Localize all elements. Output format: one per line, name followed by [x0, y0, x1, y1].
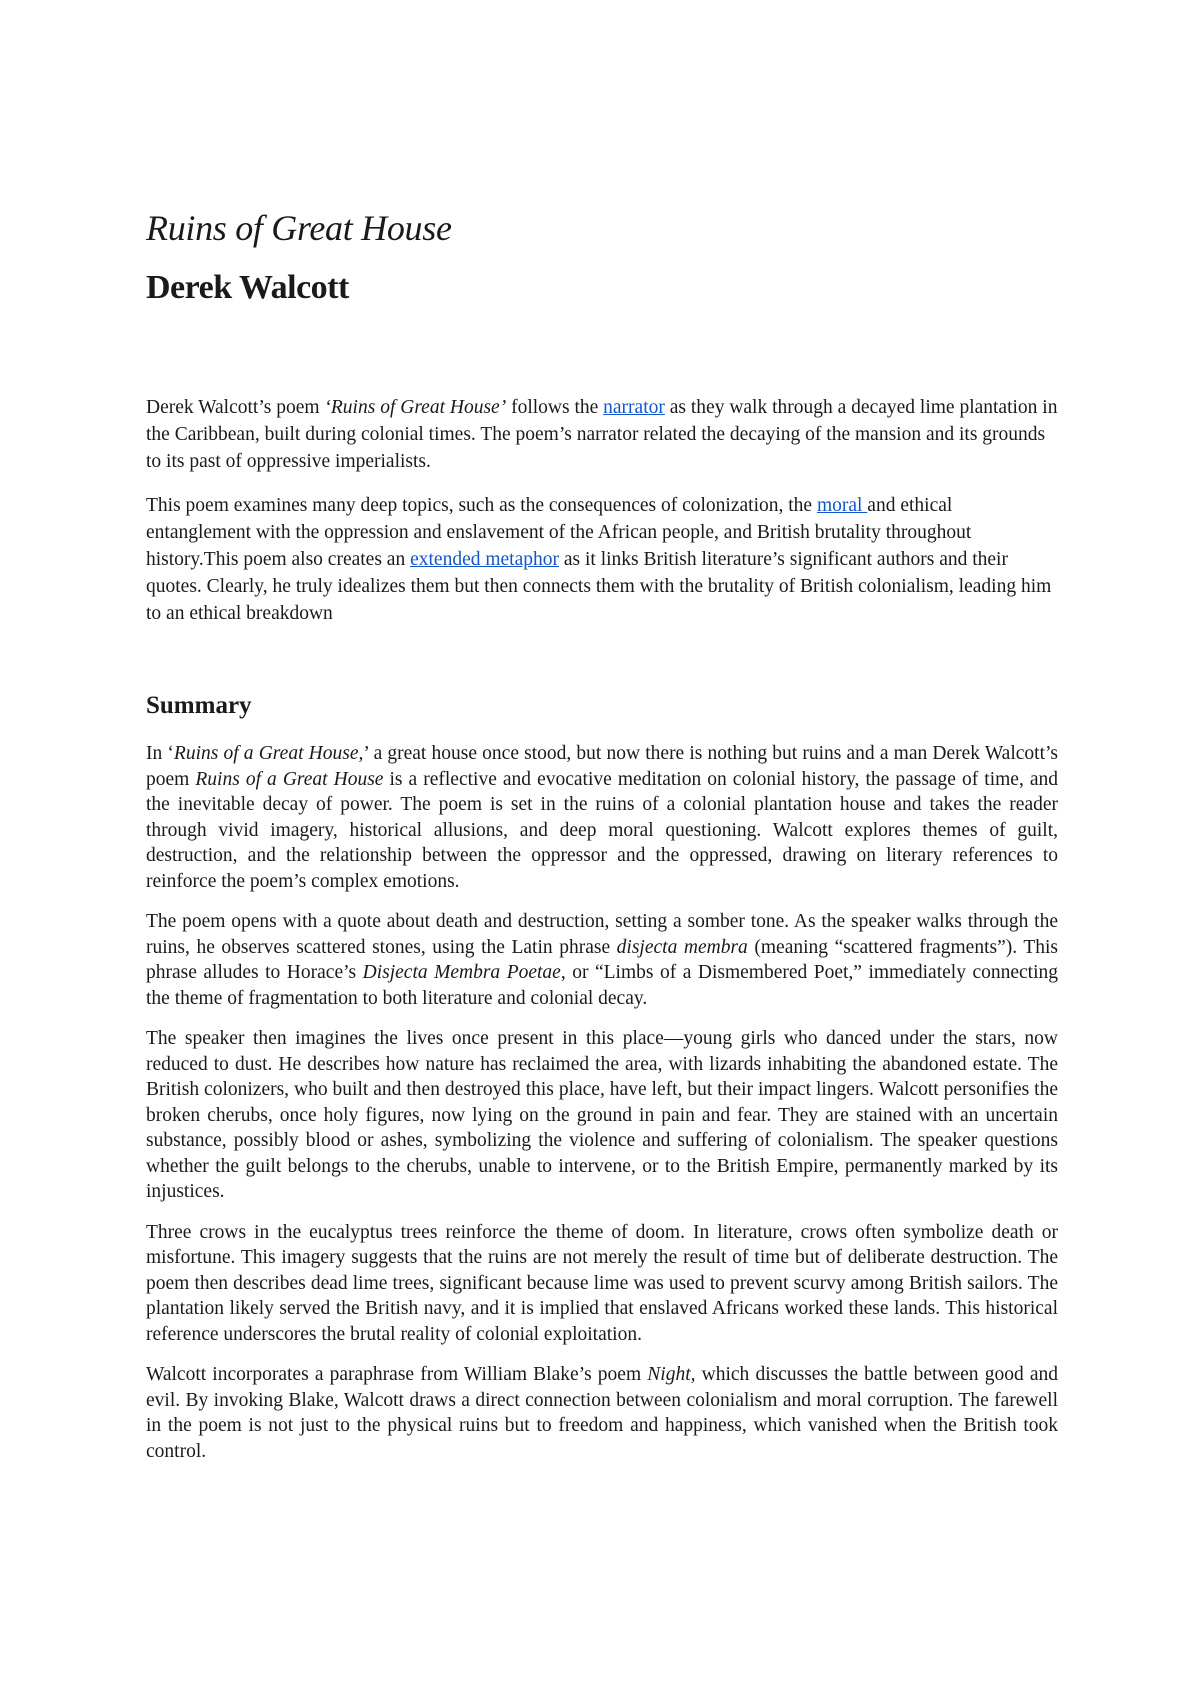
text-run: The poem opens with a quote about death and destruction, setting a somber tone. As the speaker walks through the ruins, he observes scattered stones, using the Latin phrase [146, 911, 1058, 958]
text-run: as they walk through a decayed lime plantation in the Caribbean, built during colonial times. The poem’s narrator related the decaying of the mansion and its grounds to its past of oppressive imperialists. [146, 397, 1058, 472]
text-run: which discusses the battle between good and evil. By invoking Blake, Walcott draws a direct connection between colonialism and moral corruption. The farewell in the poem is not just to the physical ruins but to freedom and happiness, which vanished when the British took control. [146, 1364, 1058, 1462]
text-run: , or “Limbs of a Dismembered Poet,” immediately connecting the theme of fragmentation to both literature and colonial decay. [146, 962, 1058, 1009]
text-run: is a reflective and evocative meditation on colonial history, the passage of time, and the inevitable decay of power. The poem is set in the ruins of a colonial plantation house and takes the reader through vivid imagery, historical allusions, and deep moral questioning. Walcott explores themes of guilt, destruction, and the relationship between the oppressor and the oppressed, drawing on literary references to reinforce the poem’s complex emotions. [146, 768, 1059, 892]
text-run: and ethical entanglement with the oppression and enslavement of the African people, and British brutality throughout history.This poem also creates an [146, 495, 972, 570]
poem-title: Ruins of a Great House, [173, 743, 364, 764]
poem-title: Ruins of a Great House [195, 768, 384, 790]
intro-paragraph-2 [146, 492, 1058, 627]
poem-title: Night, [647, 1364, 696, 1385]
summary-section [146, 741, 1058, 1479]
text-run: Derek Walcott’s poem [146, 397, 325, 418]
summary-paragraph-1 [146, 741, 1058, 894]
work-title: Disjecta Membra Poetae [362, 962, 561, 983]
summary-heading: Summary [146, 692, 252, 719]
intro-paragraph-1 [146, 394, 1058, 475]
intro-section [146, 394, 1058, 644]
text-run: as it links British literature’s significant authors and their quotes. Clearly, he truly idealizes them but then connects them with the brutality of British colonialism, leading him to an ethical breakdown [146, 549, 1052, 624]
moral-link[interactable]: moral [816, 495, 868, 516]
narrator-link[interactable]: narrator [603, 397, 665, 418]
text-run: This poem examines many deep topics, such as the consequences of colonization, the [146, 495, 817, 516]
extended-metaphor-link[interactable]: extended metaphor [410, 549, 559, 570]
page-title: Ruins of Great House [146, 208, 452, 248]
summary-paragraph-4: Three crows in the eucalyptus trees reinforce the theme of doom. In literature, crows often symbolize death or misfortune. This imagery suggests that the ruins are not merely the result of time but of deliberate destruction. The poem then describes dead lime trees, significant because lime was used to prevent scurvy among British sailors. The plantation likely served the British navy, and it is implied that enslaved Africans worked these lands. This historical reference underscores the brutal reality of colonial exploitation. [146, 1221, 1058, 1345]
text-run: (meaning “scattered fragments”). This phrase alludes to Horace’s [146, 936, 1058, 983]
latin-phrase: disjecta membra [616, 936, 748, 958]
poem-title-quote: ‘Ruins of Great House’ [324, 397, 507, 418]
text-run: ’ a great house once stood, but now there is nothing but ruins and a man Derek Walcott’s poem [146, 743, 1058, 790]
author-name: Derek Walcott [146, 269, 349, 306]
text-run: Walcott incorporates a paraphrase from William Blake’s poem [146, 1364, 648, 1385]
summary-paragraph-2 [146, 909, 1058, 1011]
text-run: In ‘ [146, 743, 174, 764]
text-run: follows the [506, 397, 604, 418]
summary-paragraph-5 [146, 1362, 1058, 1464]
summary-paragraph-3: The speaker then imagines the lives once present in this place—young girls who danced under the stars, now reduced to dust. He describes how nature has reclaimed the area, with lizards inhabiting the abandoned estate. The British colonizers, who built and then destroyed this place, have left, but their impact lingers. Walcott personifies the broken cherubs, once holy figures, now lying on the ground in pain and fear. They are stained with an uncertain substance, possibly blood or ashes, symbolizing the violence and suffering of colonialism. The speaker questions whether the guilt belongs to the cherubs, unable to intervene, or to the British Empire, permanently marked by its injustices. [146, 1028, 1058, 1202]
